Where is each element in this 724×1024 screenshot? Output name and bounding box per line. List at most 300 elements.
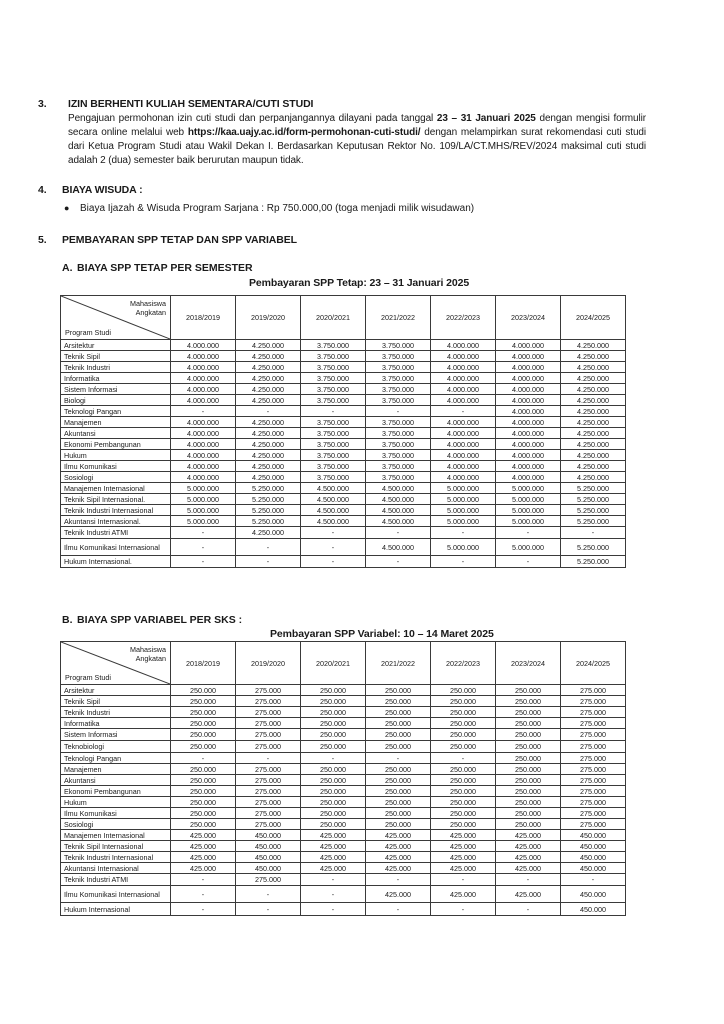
fee-cell: 4.000.000 [431, 351, 496, 362]
subsection-b-heading [62, 614, 242, 626]
fee-cell: 250.000 [366, 685, 431, 696]
fee-cell: 250.000 [496, 707, 561, 718]
fee-cell: 3.750.000 [301, 351, 366, 362]
fee-cell: 250.000 [171, 696, 236, 707]
fee-cell: - [236, 753, 301, 764]
fee-cell: - [431, 903, 496, 916]
fee-cell: 4.000.000 [431, 472, 496, 483]
fee-cell: 4.250.000 [236, 428, 301, 439]
fee-cell: 4.500.000 [301, 483, 366, 494]
fee-cell: 4.000.000 [431, 362, 496, 373]
fee-cell: 4.250.000 [561, 417, 626, 428]
program-name-cell: Akuntansi Internasional. [61, 516, 171, 527]
program-name-cell: Akuntansi [61, 775, 171, 786]
table-row [61, 362, 626, 373]
program-name-cell: Biologi [61, 395, 171, 406]
fee-cell: 4.250.000 [561, 384, 626, 395]
fee-cell: 250.000 [366, 786, 431, 797]
section-3-paragraph [68, 112, 646, 168]
fee-cell: 4.250.000 [236, 417, 301, 428]
fee-cell: 4.000.000 [171, 439, 236, 450]
fee-cell: 425.000 [301, 852, 366, 863]
fee-cell: 425.000 [301, 841, 366, 852]
fee-cell: 450.000 [236, 841, 301, 852]
year-header: 2020/2021 [301, 296, 366, 340]
fee-cell: 425.000 [496, 830, 561, 841]
fee-cell: 4.250.000 [561, 428, 626, 439]
fee-cell: 425.000 [366, 841, 431, 852]
fee-cell: 425.000 [496, 841, 561, 852]
table-row [61, 450, 626, 461]
year-header: 2023/2024 [496, 642, 561, 685]
program-name-cell: Arsitektur [61, 685, 171, 696]
fee-cell: 425.000 [431, 852, 496, 863]
fee-cell: 4.000.000 [496, 340, 561, 351]
program-name-cell: Hukum [61, 450, 171, 461]
program-name-cell: Informatika [61, 718, 171, 729]
table-row [61, 685, 626, 696]
program-name-cell: Manajemen [61, 417, 171, 428]
fee-cell: 250.000 [171, 729, 236, 741]
table-row [61, 874, 626, 886]
table-row [61, 808, 626, 819]
paragraph-text: Pengajuan permohonan izin cuti studi dan perpanjangannya dilayani pada tanggal [68, 113, 437, 124]
fee-cell: 3.750.000 [301, 362, 366, 373]
fee-cell: - [366, 903, 431, 916]
year-header: 2022/2023 [431, 296, 496, 340]
fee-cell: 4.500.000 [366, 516, 431, 527]
fee-cell: 425.000 [171, 863, 236, 874]
fee-cell: 3.750.000 [301, 450, 366, 461]
fee-cell: 250.000 [301, 764, 366, 775]
fee-cell: 3.750.000 [366, 417, 431, 428]
fee-cell: 4.000.000 [431, 417, 496, 428]
fee-cell: 4.000.000 [496, 384, 561, 395]
paragraph-text: dengan melampirkan surat rekomendasi cuti studi dari Ketua Program Studi atau Wakil Dekan I. Berdasarkan Keputusan Rektor No. 109/LA/CT.MHS/REV/2024 maksimal cuti studi adalah 2 (dua) semester baik berurutan maupun tidak. [68, 127, 646, 166]
fee-cell: 250.000 [171, 808, 236, 819]
fee-cell: 4.250.000 [561, 340, 626, 351]
fee-cell: 5.000.000 [496, 494, 561, 505]
fee-cell: - [301, 539, 366, 556]
fee-cell: 425.000 [171, 830, 236, 841]
fee-cell: - [171, 556, 236, 568]
fee-cell: 4.250.000 [236, 384, 301, 395]
fee-cell: 250.000 [301, 808, 366, 819]
table-row [61, 775, 626, 786]
fee-cell: 250.000 [366, 808, 431, 819]
fee-cell: - [431, 556, 496, 568]
fee-cell: 4.250.000 [236, 373, 301, 384]
fee-cell: 450.000 [236, 830, 301, 841]
bullet-icon: ● [64, 203, 70, 213]
fee-cell: 4.250.000 [236, 527, 301, 539]
fee-cell: - [366, 753, 431, 764]
fee-cell: 250.000 [301, 696, 366, 707]
table-row [61, 797, 626, 808]
fee-cell: 275.000 [561, 696, 626, 707]
fee-cell: 4.250.000 [561, 450, 626, 461]
fee-cell: - [236, 886, 301, 903]
fee-cell: 4.000.000 [171, 340, 236, 351]
program-name-cell: Akuntansi Internasional [61, 863, 171, 874]
fee-cell: 5.000.000 [496, 505, 561, 516]
fee-cell: 425.000 [431, 830, 496, 841]
fee-cell: - [431, 753, 496, 764]
table-row [61, 461, 626, 472]
fee-cell: 4.000.000 [496, 417, 561, 428]
leave-form-link[interactable]: https://kaa.uajy.ac.id/form-permohonan-cuti-studi/ [187, 127, 421, 138]
fee-cell: - [236, 903, 301, 916]
fee-cell: 4.000.000 [496, 351, 561, 362]
section-title: IZIN BERHENTI KULIAH SEMENTARA/CUTI STUDI [68, 98, 314, 110]
fee-cell: 250.000 [366, 729, 431, 741]
fee-cell: 4.250.000 [561, 373, 626, 384]
fee-cell: 250.000 [431, 707, 496, 718]
fee-cell: 275.000 [561, 764, 626, 775]
corner-header [61, 296, 171, 340]
fee-cell: - [171, 903, 236, 916]
corner-label-mahasiswa: Mahasiswa [130, 299, 166, 308]
table-row [61, 819, 626, 830]
fee-cell: 4.000.000 [431, 450, 496, 461]
year-header: 2024/2025 [561, 296, 626, 340]
program-name-cell: Teknik Industri Internasional [61, 852, 171, 863]
fee-cell: 3.750.000 [366, 439, 431, 450]
program-name-cell: Teknik Sipil [61, 351, 171, 362]
fee-cell: 250.000 [171, 718, 236, 729]
fee-cell: 5.000.000 [431, 539, 496, 556]
program-name-cell: Teknik Industri ATMI [61, 874, 171, 886]
fee-cell: 4.000.000 [431, 340, 496, 351]
fee-cell: - [171, 406, 236, 417]
year-header: 2023/2024 [496, 296, 561, 340]
year-header: 2021/2022 [366, 296, 431, 340]
fee-cell: 5.250.000 [236, 505, 301, 516]
fee-cell: 250.000 [301, 797, 366, 808]
fee-cell: 5.250.000 [236, 516, 301, 527]
fee-cell: 5.250.000 [561, 516, 626, 527]
fee-cell: 250.000 [431, 696, 496, 707]
fee-cell: 250.000 [171, 741, 236, 753]
fee-cell: 4.250.000 [236, 395, 301, 406]
graduation-fee-item [64, 203, 474, 214]
fee-cell: - [366, 874, 431, 886]
fee-cell: - [171, 753, 236, 764]
table-b-caption: Pembayaran SPP Variabel: 10 – 14 Maret 2025 [270, 628, 494, 640]
fee-cell: 250.000 [171, 819, 236, 830]
fee-cell: 250.000 [171, 797, 236, 808]
table-row [61, 527, 626, 539]
table-row [61, 373, 626, 384]
fee-cell: 4.250.000 [236, 362, 301, 373]
fee-cell: 4.500.000 [301, 494, 366, 505]
year-header: 2019/2020 [236, 296, 301, 340]
fee-cell: - [496, 903, 561, 916]
fee-cell: 250.000 [301, 729, 366, 741]
fee-cell: 4.000.000 [496, 428, 561, 439]
fee-cell: 250.000 [301, 786, 366, 797]
fee-cell: 4.000.000 [496, 373, 561, 384]
fee-cell: 3.750.000 [301, 439, 366, 450]
table-row [61, 417, 626, 428]
fee-cell: 3.750.000 [366, 450, 431, 461]
fee-cell: - [561, 874, 626, 886]
fee-cell: 275.000 [561, 786, 626, 797]
fee-cell: 4.250.000 [561, 406, 626, 417]
section-title: PEMBAYARAN SPP TETAP DAN SPP VARIABEL [62, 234, 297, 246]
fee-cell: 250.000 [431, 685, 496, 696]
fee-cell: 5.000.000 [431, 516, 496, 527]
fee-cell: 275.000 [561, 707, 626, 718]
fee-cell: 275.000 [561, 685, 626, 696]
fee-cell: 250.000 [431, 718, 496, 729]
fee-cell: 250.000 [496, 819, 561, 830]
year-header: 2018/2019 [171, 296, 236, 340]
fee-cell: 4.000.000 [431, 439, 496, 450]
fee-cell: 250.000 [431, 797, 496, 808]
spp-fixed-table [60, 295, 626, 568]
fee-cell: 250.000 [366, 764, 431, 775]
fee-cell: 4.500.000 [366, 494, 431, 505]
fee-cell: 5.000.000 [496, 539, 561, 556]
fee-cell: 250.000 [496, 797, 561, 808]
table-row [61, 707, 626, 718]
fee-cell: 250.000 [366, 718, 431, 729]
fee-cell: 5.250.000 [561, 505, 626, 516]
fee-cell: 275.000 [561, 797, 626, 808]
subsection-letter: A. [62, 262, 73, 274]
fee-cell: 4.500.000 [301, 516, 366, 527]
corner-header [61, 642, 171, 685]
fee-cell: - [496, 556, 561, 568]
fee-cell: 250.000 [496, 696, 561, 707]
fee-cell: 425.000 [366, 852, 431, 863]
fee-cell: 275.000 [236, 786, 301, 797]
fee-cell: - [171, 527, 236, 539]
fee-cell: 3.750.000 [301, 472, 366, 483]
fee-cell: 250.000 [496, 753, 561, 764]
fee-cell: 275.000 [561, 819, 626, 830]
program-name-cell: Teknik Industri [61, 707, 171, 718]
fee-cell: 4.000.000 [171, 384, 236, 395]
fee-cell: 425.000 [431, 886, 496, 903]
fee-cell: 450.000 [561, 863, 626, 874]
fee-cell: 4.000.000 [496, 439, 561, 450]
fee-cell: 250.000 [301, 707, 366, 718]
program-name-cell: Sistem Informasi [61, 729, 171, 741]
fee-cell: 4.250.000 [561, 362, 626, 373]
leave-date: 23 – 31 Januari 2025 [436, 113, 536, 124]
fee-cell: 275.000 [561, 775, 626, 786]
fee-cell: 425.000 [171, 841, 236, 852]
fee-cell: 250.000 [366, 797, 431, 808]
table-body [61, 685, 626, 916]
fee-cell: 425.000 [431, 841, 496, 852]
fee-cell: - [236, 406, 301, 417]
table-row [61, 741, 626, 753]
year-header: 2022/2023 [431, 642, 496, 685]
section-4-heading [38, 184, 142, 196]
program-name-cell: Informatika [61, 373, 171, 384]
fee-cell: 4.000.000 [496, 461, 561, 472]
table-row [61, 439, 626, 450]
fee-cell: 4.000.000 [431, 384, 496, 395]
fee-cell: 5.000.000 [171, 494, 236, 505]
fee-cell: 250.000 [301, 685, 366, 696]
fee-cell: 4.250.000 [236, 450, 301, 461]
table-row [61, 786, 626, 797]
fee-cell: 250.000 [171, 786, 236, 797]
fee-cell: 275.000 [236, 696, 301, 707]
fee-cell: - [301, 886, 366, 903]
fee-cell: 250.000 [366, 696, 431, 707]
fee-cell: 450.000 [561, 886, 626, 903]
program-name-cell: Akuntansi [61, 428, 171, 439]
fee-cell: 250.000 [431, 775, 496, 786]
fee-cell: 3.750.000 [366, 384, 431, 395]
table-row [61, 505, 626, 516]
fee-cell: 3.750.000 [301, 384, 366, 395]
fee-cell: 5.250.000 [561, 494, 626, 505]
section-3-heading [38, 98, 313, 110]
table-row [61, 483, 626, 494]
table-row [61, 395, 626, 406]
fee-cell: 5.000.000 [431, 483, 496, 494]
fee-cell: - [496, 874, 561, 886]
table-row [61, 830, 626, 841]
corner-label-program-studi: Program Studi [65, 328, 111, 337]
subsection-title: BIAYA SPP TETAP PER SEMESTER [77, 262, 253, 274]
fee-cell: 275.000 [236, 797, 301, 808]
program-name-cell: Hukum [61, 797, 171, 808]
fee-cell: 5.000.000 [496, 483, 561, 494]
section-number: 5. [38, 234, 47, 246]
fee-cell: 4.000.000 [496, 395, 561, 406]
fee-cell: 250.000 [496, 729, 561, 741]
fee-cell: - [301, 903, 366, 916]
fee-cell: 450.000 [561, 852, 626, 863]
year-header: 2019/2020 [236, 642, 301, 685]
fee-cell: - [496, 527, 561, 539]
fee-cell: 275.000 [236, 874, 301, 886]
fee-cell: - [236, 556, 301, 568]
table-row [61, 494, 626, 505]
fee-cell: 5.250.000 [561, 556, 626, 568]
fee-cell: 4.500.000 [366, 539, 431, 556]
program-name-cell: Ekonomi Pembangunan [61, 439, 171, 450]
fee-cell: 4.500.000 [301, 505, 366, 516]
year-header: 2018/2019 [171, 642, 236, 685]
program-name-cell: Manajemen Internasional [61, 483, 171, 494]
subsection-letter: B. [62, 614, 73, 626]
corner-label-angkatan: Angkatan [135, 308, 166, 317]
year-header: 2020/2021 [301, 642, 366, 685]
fee-cell: 4.250.000 [236, 340, 301, 351]
fee-cell: 450.000 [561, 903, 626, 916]
fee-cell: 250.000 [431, 729, 496, 741]
fee-cell: 450.000 [236, 852, 301, 863]
fee-cell: 4.000.000 [431, 373, 496, 384]
fee-cell: 3.750.000 [366, 428, 431, 439]
fee-cell: 4.000.000 [431, 428, 496, 439]
fee-cell: 5.000.000 [431, 505, 496, 516]
fee-cell: - [431, 874, 496, 886]
table-row [61, 351, 626, 362]
fee-cell: 4.250.000 [236, 351, 301, 362]
fee-cell: 4.000.000 [171, 373, 236, 384]
fee-cell: 4.250.000 [236, 439, 301, 450]
fee-cell: 4.250.000 [561, 439, 626, 450]
paragraph-text: dengan mengisi formulir secara online melalui web [68, 113, 646, 138]
fee-cell: 250.000 [366, 741, 431, 753]
table-row [61, 903, 626, 916]
fee-cell: 5.000.000 [171, 505, 236, 516]
corner-label-program-studi: Program Studi [65, 673, 111, 682]
subsection-a-heading [62, 262, 253, 274]
fee-cell: 275.000 [236, 685, 301, 696]
fee-cell: 5.250.000 [236, 483, 301, 494]
table-header-row [61, 296, 626, 340]
fee-cell: - [561, 527, 626, 539]
fee-cell: - [171, 874, 236, 886]
fee-cell: 450.000 [236, 863, 301, 874]
table-header-row [61, 642, 626, 685]
subsection-title: BIAYA SPP VARIABEL PER SKS : [77, 614, 243, 626]
program-name-cell: Hukum Internasional. [61, 556, 171, 568]
fee-cell: 425.000 [366, 863, 431, 874]
fee-cell: 3.750.000 [301, 461, 366, 472]
fee-cell: 275.000 [561, 718, 626, 729]
fee-cell: 3.750.000 [301, 395, 366, 406]
fee-cell: 4.250.000 [561, 395, 626, 406]
fee-cell: 4.000.000 [171, 362, 236, 373]
fee-cell: - [301, 406, 366, 417]
fee-cell: 250.000 [496, 775, 561, 786]
fee-cell: 250.000 [366, 819, 431, 830]
table-row [61, 852, 626, 863]
fee-cell: - [301, 874, 366, 886]
fee-cell: 5.000.000 [171, 483, 236, 494]
fee-cell: 4.000.000 [496, 450, 561, 461]
corner-label-angkatan: Angkatan [135, 654, 166, 663]
fee-cell: 5.000.000 [171, 516, 236, 527]
table-row [61, 340, 626, 351]
fee-cell: 425.000 [496, 863, 561, 874]
program-name-cell: Manajemen Internasional [61, 830, 171, 841]
fee-cell: 250.000 [431, 808, 496, 819]
program-name-cell: Teknik Industri [61, 362, 171, 373]
fee-cell: 5.250.000 [236, 494, 301, 505]
table-row [61, 428, 626, 439]
fee-cell: 275.000 [561, 753, 626, 764]
fee-cell: 275.000 [236, 729, 301, 741]
graduation-fee-text: Biaya Ijazah & Wisuda Program Sarjana : Rp 750.000,00 (toga menjadi milik wisudawan) [80, 203, 475, 214]
fee-cell: 4.000.000 [496, 362, 561, 373]
fee-cell: 250.000 [301, 775, 366, 786]
fee-cell: 4.000.000 [496, 472, 561, 483]
program-name-cell: Sistem Informasi [61, 384, 171, 395]
fee-cell: 250.000 [431, 741, 496, 753]
fee-cell: 3.750.000 [366, 362, 431, 373]
fee-cell: 250.000 [171, 685, 236, 696]
program-name-cell: Hukum Internasional [61, 903, 171, 916]
fee-cell: - [431, 406, 496, 417]
fee-cell: 4.000.000 [431, 461, 496, 472]
program-name-cell: Sosiologi [61, 819, 171, 830]
fee-cell: 425.000 [496, 852, 561, 863]
fee-cell: 250.000 [496, 808, 561, 819]
program-name-cell: Sosiologi [61, 472, 171, 483]
